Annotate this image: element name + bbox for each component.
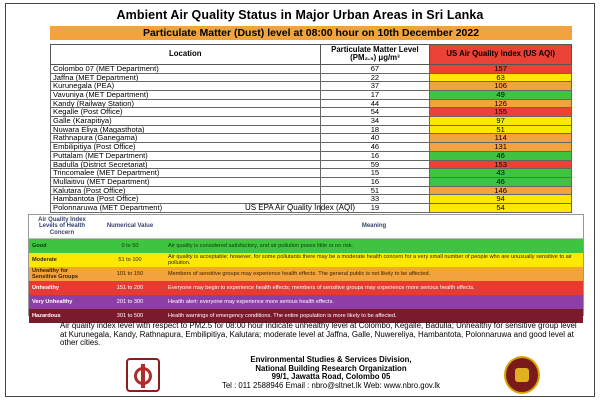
pm-value-cell: 44 (320, 99, 430, 108)
aqi-value-cell: 43 (430, 169, 572, 178)
epa-meaning-cell: Members of sensitive groups may experience health effects. The general public is not likely to be affected. (168, 270, 431, 277)
pm-value-cell: 54 (320, 108, 430, 117)
pm-value-cell: 22 (320, 73, 430, 82)
aqi-value-cell: 146 (430, 186, 572, 195)
air-quality-table-body (51, 64, 572, 212)
organization-name: National Building Research Organization (255, 363, 407, 373)
location-cell: Galle (Karapitiya) (51, 117, 321, 126)
table-row (51, 134, 572, 143)
pm-value-cell: 16 (320, 151, 430, 160)
pm-value-cell: 17 (320, 90, 430, 99)
table-row (51, 73, 572, 82)
table-row (51, 177, 572, 186)
epa-level-row (29, 253, 583, 267)
epa-range-cell: 51 to 100 (118, 256, 142, 263)
epa-meaning-cell: Health warnings of emergency conditions. The entire population is more likely to be affected. (168, 312, 397, 319)
epa-level-cell: Moderate (32, 256, 57, 263)
aqi-column-header: US Air Quality index (US AQI) (430, 45, 572, 65)
aqi-value-cell: 46 (430, 151, 572, 160)
aqi-value-cell: 49 (430, 90, 572, 99)
organization-address: 99/1, Jawatta Road, Colombo 05 (271, 372, 391, 382)
aqi-value-cell: 94 (430, 195, 572, 204)
table-row (51, 82, 572, 91)
contact-line: Tel : 011 2588946 Email : nbro@sltnet.lk Web: www.nbro.gov.lk (221, 380, 441, 390)
pm-value-cell: 18 (320, 125, 430, 134)
page-subtitle-banner: Particulate Matter (Dust) level at 08:00 hour on 10th December 2022 (50, 26, 572, 40)
table-row (51, 186, 572, 195)
location-cell: Embilipitiya (Post Office) (51, 143, 321, 152)
epa-legend-table (29, 215, 583, 323)
table-row (51, 99, 572, 108)
aqi-value-cell: 114 (430, 134, 572, 143)
epa-level-cell: Unhealthy for Sensitive Groups (32, 267, 79, 280)
aqi-value-cell: 97 (430, 117, 572, 126)
air-quality-table (50, 44, 572, 213)
table-row (51, 64, 572, 73)
table-row (51, 169, 572, 178)
epa-level-row (29, 281, 583, 295)
epa-level-row (29, 295, 583, 309)
table-row (51, 143, 572, 152)
aqi-value-cell: 126 (430, 99, 572, 108)
location-cell: Kegalle (Post Office) (51, 108, 321, 117)
location-cell: Kandy (Railway Station) (51, 99, 321, 108)
aqi-value-cell: 153 (430, 160, 572, 169)
pm-value-cell: 16 (320, 177, 430, 186)
location-cell: Badulla (District Secretariat) (51, 160, 321, 169)
epa-level-cell: Hazardous (32, 312, 61, 319)
location-cell: Hambantota (Post Office) (51, 195, 321, 204)
pm-value-cell: 46 (320, 143, 430, 152)
epa-level-cell: Very Unhealthy (32, 298, 73, 305)
sri-lanka-emblem-icon (504, 356, 540, 394)
aqi-value-cell: 106 (430, 82, 572, 91)
table-row (51, 151, 572, 160)
epa-header-row (29, 215, 583, 239)
pm-value-cell: 37 (320, 82, 430, 91)
epa-range-cell: 101 to 150 (116, 270, 144, 277)
location-cell: Trincomalee (MET Department) (51, 169, 321, 178)
pm-value-cell: 67 (320, 64, 430, 73)
location-cell: Polonnaruwa (MET Department) (51, 204, 321, 213)
table-row (51, 160, 572, 169)
table-row (51, 90, 572, 99)
epa-level-row (29, 239, 583, 253)
pm-value-cell: 51 (320, 186, 430, 195)
epa-legend-body (29, 239, 583, 323)
epa-meaning-cell: Air quality is considered satisfactory, and air pollution poses little or no risk. (168, 242, 354, 249)
epa-range-cell: 0 to 50 (121, 242, 139, 249)
location-cell: Jaffna (MET Department) (51, 73, 321, 82)
table-header-row (51, 45, 572, 65)
location-cell: Kalutara (Post Office) (51, 186, 321, 195)
aqi-value-cell: 54 (430, 204, 572, 213)
epa-level-row (29, 267, 583, 281)
location-cell: Colombo 07 (MET Department) (51, 64, 321, 73)
epa-range-cell: 301 to 500 (116, 312, 144, 319)
aqi-value-cell: 46 (430, 177, 572, 186)
location-cell: Kurunegala (PEA) (51, 82, 321, 91)
organization-block (166, 356, 496, 390)
epa-range-cell: 151 to 200 (116, 284, 144, 291)
pm-value-cell: 34 (320, 117, 430, 126)
aqi-value-cell: 131 (430, 143, 572, 152)
epa-legend-box (28, 214, 584, 319)
epa-range-header: Numerical Value (95, 215, 165, 239)
aqi-value-cell: 155 (430, 108, 572, 117)
location-cell: Vavuniya (MET Department) (51, 90, 321, 99)
page-title: Ambient Air Quality Status in Major Urban Areas in Sri Lanka (116, 8, 484, 22)
location-cell: Mullaitivu (MET Department) (51, 177, 321, 186)
epa-level-cell: Unhealthy (32, 284, 60, 291)
table-row (51, 125, 572, 134)
pm-value-cell: 40 (320, 134, 430, 143)
epa-meaning-cell: Air quality is acceptable; however, for some pollutants there may be a moderate health concern for a very small number of people who are unusually sensitive to air pollution. (168, 253, 572, 266)
footer (6, 356, 594, 396)
pm-value-cell: 33 (320, 195, 430, 204)
epa-legend-title: US EPA Air Quality Index (AQI) (244, 203, 356, 212)
table-row (51, 117, 572, 126)
pm-value-cell: 15 (320, 169, 430, 178)
location-cell: Rathnapura (Ganegama) (51, 134, 321, 143)
epa-level-cell: Good (32, 242, 47, 249)
epa-level-header: Air Quality Index Levels of Health Concern (29, 215, 95, 239)
location-cell: Puttalam (MET Department) (51, 151, 321, 160)
epa-meaning-cell: Everyone may begin to experience health effects; members of sensitive groups may experience more serious health effects. (168, 284, 475, 291)
pm-value-cell: 19 (320, 204, 430, 213)
nbro-logo-icon (126, 358, 160, 392)
aqi-value-cell: 63 (430, 73, 572, 82)
epa-meaning-cell: Health alert: everyone may experience more serious health effects. (168, 298, 334, 305)
table-row (51, 108, 572, 117)
aqi-value-cell: 157 (430, 64, 572, 73)
epa-meaning-header: Meaning (165, 215, 583, 239)
epa-range-cell: 201 to 300 (116, 298, 144, 305)
bulletin-page (5, 3, 595, 397)
division-name: Environmental Studies & Services Division, (250, 355, 412, 364)
pm-column-header: Particulate Matter Level (PM₂.₅) μg/m³ (320, 45, 430, 65)
location-column-header: Location (51, 45, 321, 65)
aqi-value-cell: 51 (430, 125, 572, 134)
summary-note: Air quality index level with respect to PM2.5 for 08:00 hour indicate unhealthy level at Colombo, Kegalle, Badulla; Unhealthy for sensitive group level at Kurunegala, Kandy, Rathnapura, Embilipitiya, Kalutara; moderate level at Jaffna, Galle, Nuwereliya, Hambantota, Polonnaruwa and good level at other cities. (60, 321, 577, 348)
pm-value-cell: 59 (320, 160, 430, 169)
location-cell: Nuwara Eliya (Magasthota) (51, 125, 321, 134)
